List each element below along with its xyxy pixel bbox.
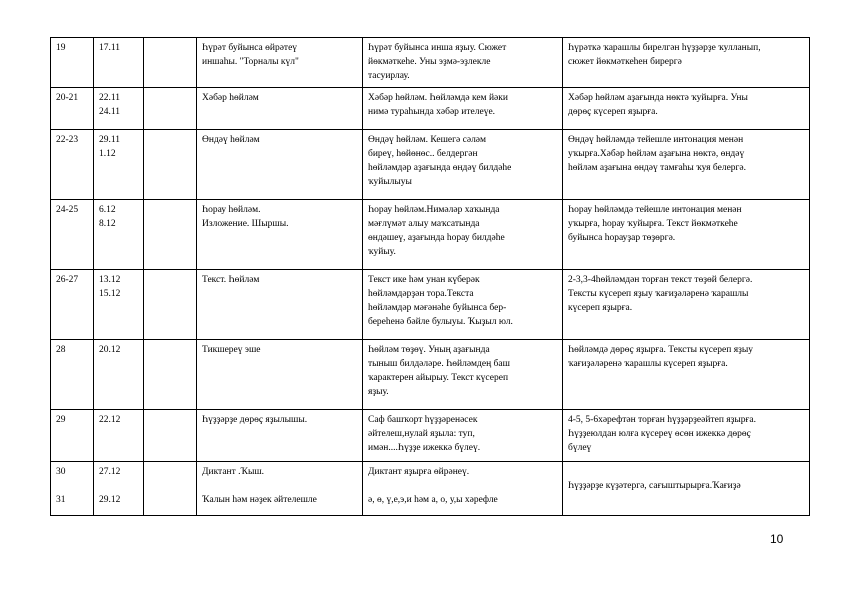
- cell-line: Һүрәт буйынса өйрәтеү: [202, 43, 298, 53]
- table-row: [51, 200, 810, 270]
- date-cell: [94, 130, 144, 200]
- cell-line: Һүҙҙеюлдан юлға күсереү өсөн ижеккә дөрөҫ: [568, 429, 751, 439]
- cell-line: 30: [56, 467, 66, 477]
- content-cell: [363, 270, 563, 340]
- goals-cell: [563, 130, 810, 200]
- cell-line: ҡуйылыуы: [368, 177, 412, 187]
- cell-line: Һорау һөйләм.: [202, 205, 261, 215]
- blank-cell: [144, 410, 197, 462]
- cell-line: Диктант .Ҡыш.: [202, 467, 265, 477]
- cell-line: Изложение. Шыршы.: [202, 219, 289, 229]
- cell-line: өндәшеү, аҙағында һорау билдәһе: [368, 233, 505, 243]
- content-cell: [363, 130, 563, 200]
- cell-line: 4-5, 5-6хәрефтән торған һүҙҙәрҙеәйтеп яҙырға.: [568, 415, 757, 425]
- lesson-number-cell: 20-21: [51, 88, 94, 130]
- date-cell: [94, 200, 144, 270]
- cell-line: 15.12: [99, 289, 121, 299]
- blank-cell: [144, 38, 197, 88]
- content-cell: [363, 88, 563, 130]
- cell-line: Өндәү һөйләм: [202, 135, 260, 145]
- cell-line: береһенә бәйле булыуы. Ҡыҙыл юл.: [368, 317, 513, 327]
- cell-line: Хәбәр һөйләм. Һөйләмдә кем йәки: [368, 93, 508, 103]
- cell-line: 17.11: [99, 43, 121, 53]
- cell-line: тасуирлау.: [368, 71, 410, 81]
- lesson-number-cell: [51, 462, 94, 516]
- cell-line: 13.12: [99, 275, 121, 285]
- cell-line: 27.12: [99, 467, 121, 477]
- lesson-number-cell: 22-23: [51, 130, 94, 200]
- cell-line: әйтелеш,нулай яҙыла: туп,: [368, 429, 475, 439]
- blank-cell: [144, 462, 197, 516]
- table-row: [51, 462, 810, 516]
- cell-line: мәғлүмәт алыу маҡсатында: [368, 219, 480, 229]
- cell-line: Һүрәт буйынса инша яҙыу. Сюжет: [368, 43, 507, 53]
- topic-cell: [197, 340, 363, 410]
- content-cell: [363, 410, 563, 462]
- lesson-number-cell: 24-25: [51, 200, 94, 270]
- cell-line: һөйләм аҙағына өндәү тамғаһы ҡуя белергә.: [568, 163, 747, 173]
- cell-line: Өндәү һөйләмдә тейешле интонация менән: [568, 135, 744, 145]
- cell-line: 1.12: [99, 149, 116, 159]
- lesson-number-cell: 29: [51, 410, 94, 462]
- cell-line: яҙыу.: [368, 387, 389, 397]
- goals-cell: [563, 38, 810, 88]
- blank-cell: [144, 340, 197, 410]
- cell-line: имән....Һүҙҙе ижеккә бүлеү.: [368, 443, 481, 453]
- cell-line: буйынса һорауҙар төҙөргә.: [568, 233, 676, 243]
- lesson-plan-body: [51, 38, 810, 516]
- lesson-number-cell: 26-27: [51, 270, 94, 340]
- table-row: [51, 270, 810, 340]
- cell-line: Һүрәткә ҡарашлы бирелгән һүҙҙәрҙе ҡулланып,: [568, 43, 761, 53]
- topic-cell: [197, 270, 363, 340]
- cell-line: 20.12: [99, 345, 121, 355]
- date-cell: [94, 270, 144, 340]
- blank-cell: [144, 88, 197, 130]
- content-cell: [363, 200, 563, 270]
- lesson-number-cell: 28: [51, 340, 94, 410]
- cell-line: һөйләмдәр аҙағында өндәү билдәһе: [368, 163, 512, 173]
- date-cell: [94, 38, 144, 88]
- cell-line: йөкмәткеһе. Уны эҙмә-эҙлекле: [368, 57, 491, 67]
- cell-line: уҡырға, һорау ҡуйырға. Текст йөкмәткеһе: [568, 219, 738, 229]
- goals-cell: [563, 88, 810, 130]
- cell-line: һөйләмдәр мәғәнәһе буйынса бер-: [368, 303, 507, 313]
- cell-line: 2-3,3-4һөйләмдән торған текст төҙөй белергә.: [568, 275, 753, 285]
- cell-line: биреү, һөйөнөс.. белдергән: [368, 149, 478, 159]
- cell-line: тыныш билдәләре. Һөйләмдең баш: [368, 359, 510, 369]
- cell-line: 29.11: [99, 135, 121, 145]
- date-cell: [94, 88, 144, 130]
- topic-cell: [197, 130, 363, 200]
- cell-line: Текст ике һәм унан күберәк: [368, 275, 480, 285]
- table-row: [51, 410, 810, 462]
- goals-cell: [563, 410, 810, 462]
- table-row: [51, 340, 810, 410]
- content-cell: [363, 38, 563, 88]
- topic-cell: [197, 38, 363, 88]
- cell-line: һөйләмдәрҙән тора.Текста: [368, 289, 474, 299]
- cell-line: 22.12: [99, 415, 121, 425]
- table-row: [51, 38, 810, 88]
- cell-line: Һөйләмдә дөрөҫ яҙырға. Тексты күсереп яҙыу: [568, 345, 753, 355]
- goals-cell: [563, 200, 810, 270]
- date-cell: [94, 340, 144, 410]
- page-number: 10: [770, 532, 784, 546]
- lesson-number-cell: 19: [51, 38, 94, 88]
- cell-line: Хәбәр һөйләм аҙағында нөктә ҡуйырға. Уны: [568, 93, 748, 103]
- lesson-plan-table: [50, 37, 810, 516]
- goals-cell: [563, 462, 810, 516]
- cell-line: сюжет йөкмәткеһен бирергә: [568, 57, 682, 67]
- cell-line: Хәбәр һөйләм: [202, 93, 259, 103]
- cell-line: уҡырға.Хәбәр һөйләм аҙағына нөктә, өндәү: [568, 149, 745, 159]
- cell-line: 31: [56, 495, 66, 505]
- cell-line: 29.12: [99, 495, 121, 505]
- topic-cell: [197, 410, 363, 462]
- cell-line: 8.12: [99, 219, 116, 229]
- topic-cell: [197, 462, 363, 516]
- cell-line: ҡуйыу.: [368, 247, 396, 257]
- blank-cell: [144, 270, 197, 340]
- goals-cell: [563, 340, 810, 410]
- cell-line: Диктант яҙырға өйрәнеү.: [368, 467, 470, 477]
- cell-line: Текст. Һөйләм: [202, 275, 260, 285]
- cell-line: Һүҙҙәрҙе дөрөҫ яҙылышы.: [202, 415, 308, 425]
- table-row: [51, 130, 810, 200]
- cell-line: ҡарактерен айырыу. Текст күсереп: [368, 373, 509, 383]
- topic-cell: [197, 88, 363, 130]
- cell-line: ҡағиҙәләренә ҡарашлы күсереп яҙырға.: [568, 359, 728, 369]
- date-cell: [94, 462, 144, 516]
- blank-cell: [144, 130, 197, 200]
- cell-line: 6.12: [99, 205, 116, 215]
- cell-line: дөрөҫ күсереп яҙырға.: [568, 107, 658, 117]
- cell-line: Саф башҡорт һүҙҙәренәсек: [368, 415, 478, 425]
- cell-line: Тикшереү эше: [202, 345, 261, 355]
- cell-line: нимә тураһында хәбәр ителеүе.: [368, 107, 496, 117]
- cell-line: күсереп яҙырға.: [568, 303, 633, 313]
- cell-line: Һорау һөйләмдә тейешле интонация менән: [568, 205, 742, 215]
- cell-line: бүлеү: [568, 443, 592, 453]
- cell-line: Тексты күсереп яҙыу ҡағиҙәләренә ҡарашлы: [568, 289, 749, 299]
- topic-cell: [197, 200, 363, 270]
- blank-cell: [144, 200, 197, 270]
- cell-line: иншаһы. "Торналы күл": [202, 57, 299, 67]
- content-cell: [363, 340, 563, 410]
- cell-line: ә, ө, ү,е,э,и һәм а, о, у,ы хәрефле: [368, 495, 498, 505]
- goals-cell: [563, 270, 810, 340]
- cell-line: Ҡалын һәм нәҙек әйтелешле: [202, 495, 317, 505]
- cell-line: Һорау һөйләм.Нимәләр хаҡында: [368, 205, 500, 215]
- date-cell: [94, 410, 144, 462]
- cell-line: 22.11: [99, 93, 121, 103]
- cell-line: 24.11: [99, 107, 121, 117]
- content-cell: [363, 462, 563, 516]
- cell-line: Өндәү һөйләм. Кешегә сәләм: [368, 135, 487, 145]
- cell-line: Һөйләм төҙөү. Уның аҙағында: [368, 345, 490, 355]
- cell-line: Һүҙҙәрҙе күҙәтергә, сағыштырырға.Ҡағиҙә: [568, 481, 741, 491]
- table-row: [51, 88, 810, 130]
